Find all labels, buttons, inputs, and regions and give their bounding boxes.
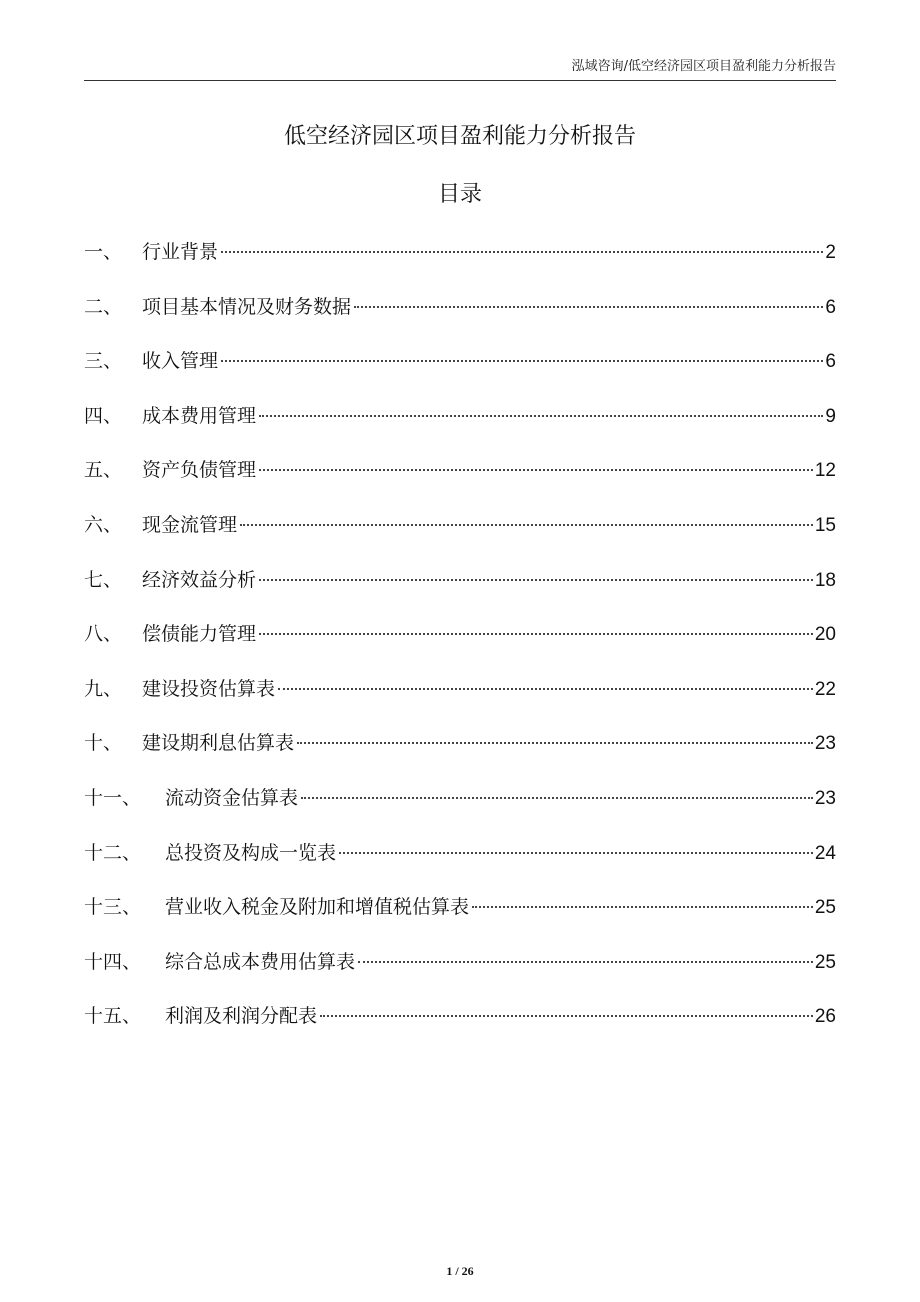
toc-entry[interactable] bbox=[84, 505, 836, 560]
toc-entry-title: 利润及利润分配表 bbox=[165, 1005, 318, 1028]
toc-dot-leader bbox=[320, 1015, 813, 1017]
toc-entry[interactable] bbox=[84, 560, 836, 615]
toc-entry-title: 资产负债管理 bbox=[142, 459, 257, 482]
page-number: 1 / 26 bbox=[446, 1264, 474, 1278]
toc-entry-page: 9 bbox=[825, 405, 836, 427]
toc-dot-leader bbox=[354, 306, 823, 308]
toc-dot-leader bbox=[297, 742, 813, 744]
toc-entry-page: 15 bbox=[814, 514, 836, 536]
toc-dot-leader bbox=[301, 797, 813, 799]
toc-entry-page: 12 bbox=[814, 460, 836, 482]
toc-entry-title: 成本费用管理 bbox=[142, 404, 257, 427]
toc-entry[interactable] bbox=[84, 778, 836, 833]
toc-entry-page: 20 bbox=[814, 624, 836, 646]
toc-dot-leader bbox=[358, 961, 813, 963]
toc-dot-leader bbox=[472, 906, 813, 908]
toc-entry[interactable] bbox=[84, 723, 836, 778]
toc-entry-number: 十、 bbox=[84, 732, 123, 755]
toc-entry-title: 经济效益分析 bbox=[142, 568, 257, 591]
toc-entry-page: 24 bbox=[814, 842, 836, 864]
toc-entry-title: 建设期利息估算表 bbox=[142, 732, 295, 755]
toc-dot-leader bbox=[221, 251, 823, 253]
table-of-contents bbox=[84, 232, 836, 1051]
toc-dot-leader bbox=[259, 415, 823, 417]
toc-entry-page: 6 bbox=[825, 296, 836, 318]
toc-entry-number: 五、 bbox=[84, 459, 123, 482]
toc-entry-number: 十五、 bbox=[84, 1005, 142, 1028]
toc-entry[interactable] bbox=[84, 942, 836, 997]
toc-entry-page: 22 bbox=[814, 678, 836, 700]
toc-entry[interactable] bbox=[84, 396, 836, 451]
toc-entry-page: 23 bbox=[814, 733, 836, 755]
running-header: 泓域咨询/低空经济园区项目盈利能力分析报告 bbox=[571, 59, 836, 74]
toc-heading: 目录 bbox=[437, 182, 482, 207]
toc-entry[interactable] bbox=[84, 450, 836, 505]
toc-dot-leader bbox=[221, 360, 823, 362]
toc-entry-page: 26 bbox=[814, 1006, 836, 1028]
toc-entry-number: 七、 bbox=[84, 568, 123, 591]
toc-entry-number: 十三、 bbox=[84, 896, 142, 919]
toc-entry-page: 18 bbox=[814, 569, 836, 591]
toc-entry-title: 流动资金估算表 bbox=[165, 786, 299, 809]
toc-entry-page: 25 bbox=[814, 897, 836, 919]
toc-entry-title: 行业背景 bbox=[142, 241, 219, 263]
toc-dot-leader bbox=[240, 524, 813, 526]
toc-entry-number: 十一、 bbox=[84, 786, 142, 809]
toc-entry[interactable] bbox=[84, 996, 836, 1051]
toc-entry-title: 偿债能力管理 bbox=[142, 623, 257, 646]
toc-entry-number: 四、 bbox=[84, 404, 123, 427]
toc-entry-number: 八、 bbox=[84, 623, 123, 646]
toc-entry-number: 十四、 bbox=[84, 950, 142, 973]
toc-entry[interactable] bbox=[84, 232, 836, 287]
toc-entry-page: 2 bbox=[825, 242, 836, 263]
toc-dot-leader bbox=[259, 579, 813, 581]
toc-entry-title: 营业收入税金及附加和增值税估算表 bbox=[165, 896, 470, 919]
toc-entry-page: 25 bbox=[814, 951, 836, 973]
toc-entry[interactable] bbox=[84, 614, 836, 669]
toc-dot-leader bbox=[259, 633, 813, 635]
toc-entry-page: 6 bbox=[825, 351, 836, 373]
toc-entry[interactable] bbox=[84, 833, 836, 888]
header-rule bbox=[84, 80, 836, 81]
toc-entry-number: 二、 bbox=[84, 295, 123, 318]
toc-entry-title: 综合总成本费用估算表 bbox=[165, 950, 356, 973]
toc-entry-number: 三、 bbox=[84, 350, 123, 373]
toc-entry-number: 九、 bbox=[84, 677, 123, 700]
toc-entry[interactable] bbox=[84, 887, 836, 942]
toc-entry-title: 总投资及构成一览表 bbox=[165, 841, 337, 864]
toc-entry[interactable] bbox=[84, 341, 836, 396]
toc-entry[interactable] bbox=[84, 669, 836, 724]
toc-entry-page: 23 bbox=[814, 787, 836, 809]
toc-entry-number: 十二、 bbox=[84, 841, 142, 864]
toc-entry-number: 一、 bbox=[84, 241, 123, 263]
toc-entry-title: 收入管理 bbox=[142, 350, 219, 373]
toc-dot-leader bbox=[278, 688, 813, 690]
toc-entry-title: 项目基本情况及财务数据 bbox=[142, 295, 352, 318]
toc-entry-number: 六、 bbox=[84, 513, 123, 536]
toc-dot-leader bbox=[259, 469, 813, 471]
toc-entry[interactable] bbox=[84, 287, 836, 342]
toc-entry-title: 现金流管理 bbox=[142, 513, 238, 536]
toc-dot-leader bbox=[339, 852, 813, 854]
toc-entry-title: 建设投资估算表 bbox=[142, 677, 276, 700]
document-title: 低空经济园区项目盈利能力分析报告 bbox=[283, 124, 636, 149]
